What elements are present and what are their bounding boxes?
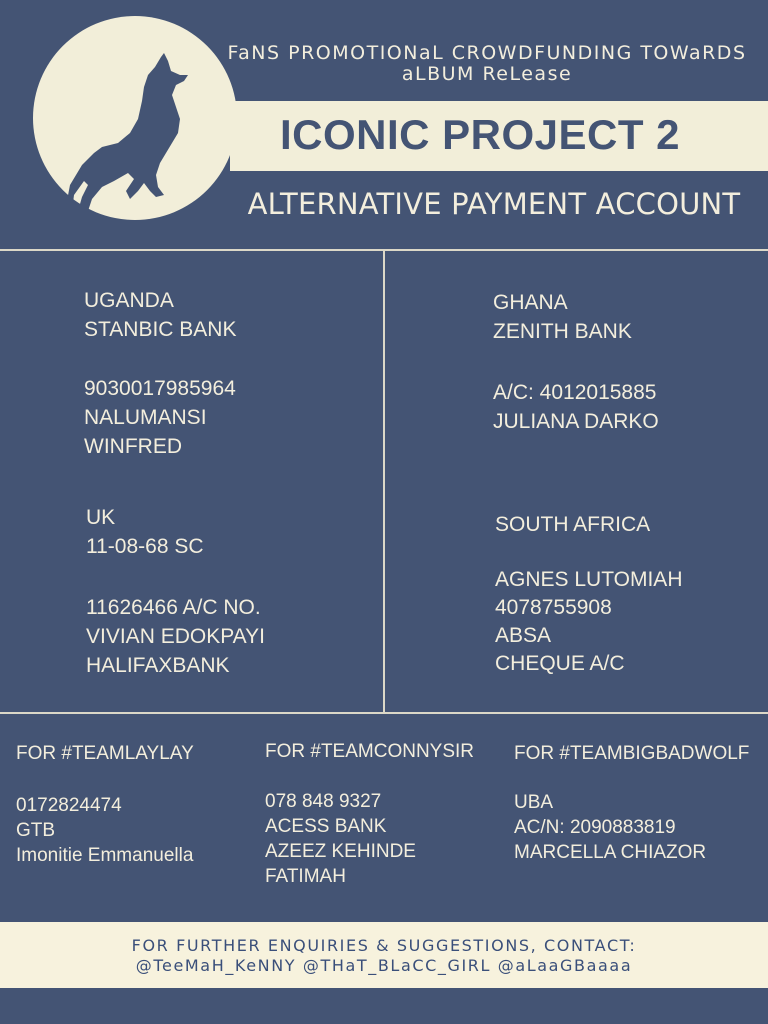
team-connysir-heading: FOR #TEAMCONNYSIR bbox=[265, 741, 475, 762]
moon-wolf-illustration bbox=[30, 15, 250, 225]
subtitle-line-1: FaNS PROMOTIONaL CROWDFUNDING TOWaRDS bbox=[227, 42, 747, 64]
account-south-africa bbox=[495, 510, 650, 539]
team-laylay-heading: FOR #TEAMLAYLAY bbox=[16, 743, 194, 764]
account-name: VIVIAN EDOKPAYI bbox=[86, 625, 265, 648]
account-ghana bbox=[493, 288, 632, 346]
team-line: GTB bbox=[16, 820, 56, 841]
team-bigbadwolf-details bbox=[514, 790, 706, 865]
account-name: WINFRED bbox=[84, 435, 182, 458]
account-uganda-details bbox=[84, 374, 236, 461]
account-name: NALUMANSI bbox=[84, 406, 207, 429]
account-name: AGNES LUTOMIAH bbox=[495, 568, 683, 591]
account-uk bbox=[86, 503, 204, 561]
team-laylay-details bbox=[16, 793, 193, 868]
account-country: UGANDA bbox=[84, 289, 174, 312]
team-line: 0172824474 bbox=[16, 795, 122, 816]
footer-band bbox=[0, 922, 768, 988]
account-bank: ABSA bbox=[495, 624, 552, 647]
team-line: 078 848 9327 bbox=[265, 791, 382, 812]
team-line: Imonitie Emmanuella bbox=[16, 845, 194, 866]
page-title: ICONIC PROJECT 2 bbox=[279, 111, 681, 158]
account-uk-details bbox=[86, 593, 265, 680]
account-country: UK bbox=[86, 506, 116, 529]
account-number: A/C: 4012015885 bbox=[493, 381, 657, 404]
team-line: ACESS BANK bbox=[265, 816, 387, 837]
team-connysir-details bbox=[265, 789, 416, 889]
account-bank: ZENITH BANK bbox=[493, 320, 632, 343]
account-number: 11626466 A/C NO. bbox=[86, 596, 261, 619]
footer-contact-label: FOR FURTHER ENQUIRIES & SUGGESTIONS, CONTACT: bbox=[131, 936, 637, 955]
team-line: AC/N: 2090883819 bbox=[514, 817, 676, 838]
account-south-africa-details bbox=[495, 566, 682, 678]
divider-vertical bbox=[383, 251, 385, 712]
divider-bottom bbox=[0, 712, 768, 714]
account-number: 9030017985964 bbox=[84, 377, 236, 400]
account-sort-code: 11-08-68 SC bbox=[86, 535, 204, 558]
team-line: UBA bbox=[514, 792, 554, 813]
account-country: SOUTH AFRICA bbox=[495, 513, 651, 536]
team-bigbadwolf-heading: FOR #TEAMBIGBADWOLF bbox=[514, 743, 750, 764]
team-line: AZEEZ KEHINDE bbox=[265, 841, 416, 862]
subtitle-line-2: aLBUM ReLease bbox=[401, 63, 573, 85]
team-line: MARCELLA CHIAZOR bbox=[514, 842, 707, 863]
account-type: CHEQUE A/C bbox=[495, 652, 625, 675]
account-country: GHANA bbox=[493, 291, 568, 314]
account-uganda bbox=[84, 286, 236, 344]
account-number: 4078755908 bbox=[495, 596, 612, 619]
account-name: JULIANA DARKO bbox=[493, 410, 659, 433]
footer-contact-handles: @TeeMaH_KeNNY @THaT_BLaCC_GIRL @aLaaGBaaaa bbox=[135, 956, 633, 975]
team-line: FATIMAH bbox=[265, 866, 346, 887]
account-ghana-details bbox=[493, 378, 659, 436]
account-bank: HALIFAXBANK bbox=[86, 654, 230, 677]
section-title: ALTERNATIVE PAYMENT ACCOUNT bbox=[247, 187, 741, 221]
account-bank: STANBIC BANK bbox=[84, 318, 237, 341]
